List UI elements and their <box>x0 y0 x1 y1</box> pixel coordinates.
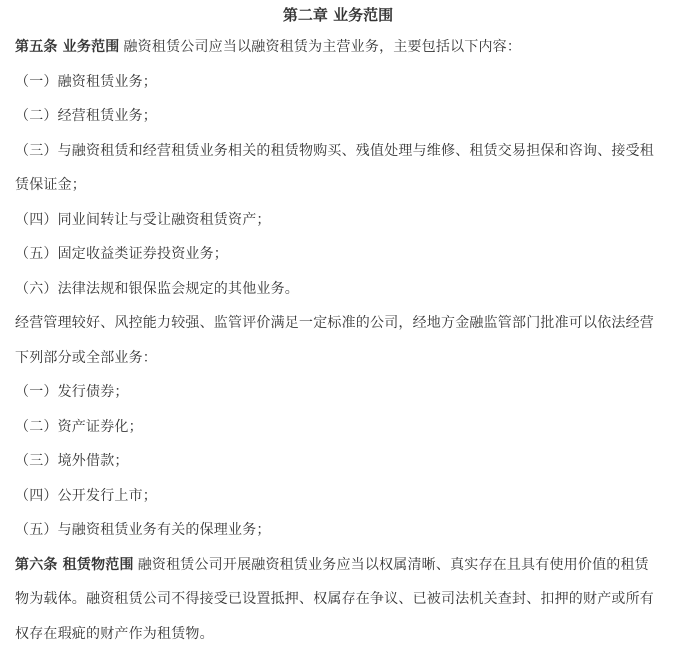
article-6-label: 第六条 租赁物范围 <box>15 556 134 573</box>
article-5-item: （五）固定收益类证券投资业务； <box>15 246 228 262</box>
article-5-label: 第五条 业务范围 <box>15 39 120 55</box>
article-6-text: 融资租赁公司开展融资租赁业务应当以权属清晰、真实存在且具有使用价值的租赁物为载体。融资租赁公司不得接受已设置抵押、权属存在争议、已被司法机关查封、扣押的财产或所有权存在瑕疵的财产作为租赁物。 <box>15 556 654 642</box>
article-5-text: 融资租赁公司应当以融资租赁为主营业务，主要包括以下内容： <box>123 39 522 55</box>
article-5-item: （二）经营租赁业务； <box>15 108 157 124</box>
article-5-item: （四）同业间转让与受让融资租赁资产； <box>15 211 271 228</box>
article-5-item: （三）与融资租赁和经营租赁业务相关的租赁物购买、残值处理与维修、租赁交易担保和咨询、接受租赁保证金； <box>15 142 654 193</box>
document-page <box>0 5 673 668</box>
article-5-intro <box>15 30 661 65</box>
article-6 <box>15 548 661 652</box>
article-5-condition: 经营管理较好、风控能力较强、监管评价满足一定标准的公司，经地方金融监管部门批准可以依法经营下列部分或全部业务： <box>15 315 654 366</box>
article-5-item: （六）法律法规和银保监会规定的其他业务。 <box>15 280 299 297</box>
article-5-extra-item: （三）境外借款； <box>15 453 129 469</box>
article-5-extra-item: （一）发行债券； <box>15 384 129 400</box>
chapter-title: 第二章 业务范围 <box>282 6 394 24</box>
article-5-extra-item: （二）资产证券化； <box>15 418 143 435</box>
article-5-extra-item: （五）与融资租赁业务有关的保理业务； <box>15 522 271 538</box>
article-5-extra-item: （四）公开发行上市； <box>15 487 157 504</box>
article-5-item: （一）融资租赁业务； <box>15 73 157 90</box>
